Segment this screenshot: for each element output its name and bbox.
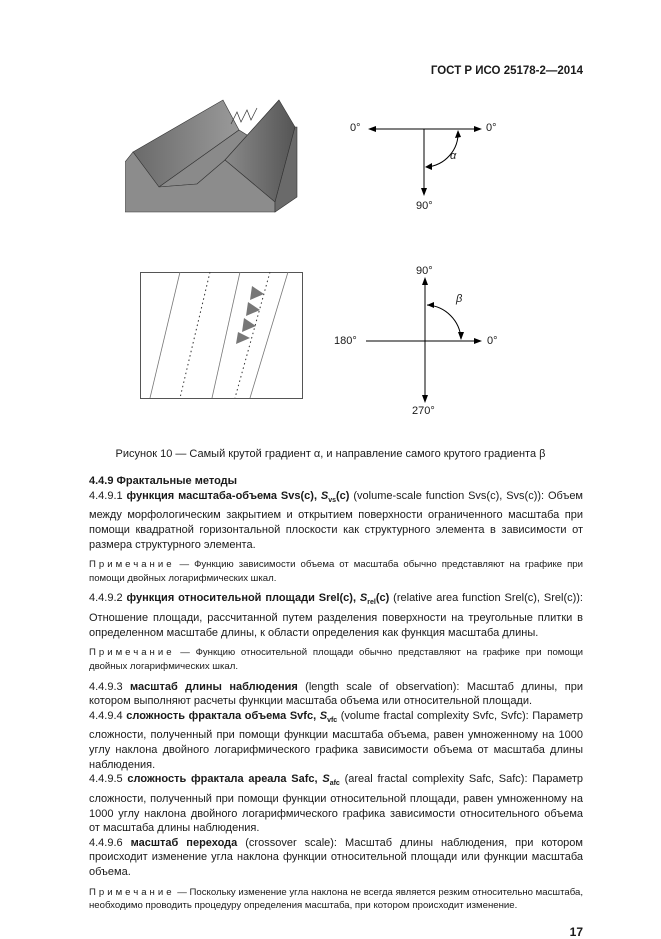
term: сложность фрактала объема Svfc, bbox=[126, 709, 320, 722]
note-text: — Функцию зависимости объема от масштаба обычно представляют на графике при помощи двойных логарифмических шкал. bbox=[89, 559, 583, 584]
term: функция масштаба-объема Svs(c), bbox=[126, 489, 321, 502]
definition-text: (volume-scale function Svs(c), Svs(c)): Объем между морфологическим закрытием и открытием поверхности ограниченного масштаба при помощи квадратной горизонтальной плоскости как структурного элемента в зависимости от размера структурного элемента. bbox=[89, 489, 583, 551]
symbol-subscript: afc bbox=[329, 780, 340, 788]
definition-text: (crossover scale): Масштаб длины наблюдения, при котором происходит изменение угла наклона функции относительной площади или функции масштаба объема. bbox=[89, 836, 583, 878]
definition-text: (areal fractal complexity Safc, Safc): Параметр сложности, полученный при помощи функции относительной площади, равен умноженному на 1000 углу наклона двойного логарифмического графика зависимости относительного объема от масштаба длины наблюдения. bbox=[89, 773, 583, 835]
section-body bbox=[75, 474, 583, 939]
definition-text: (volume fractal complexity Svfc, Svfc): Параметр сложности, полученный при помощи функции масштаба объема, равен умноженному на 1000 углу наклона двойного логарифмического графика зависимости объема от масштаба длины наблюдения. bbox=[89, 709, 583, 771]
symbol-subscript: vs bbox=[328, 496, 337, 504]
symbol: S bbox=[320, 489, 329, 502]
symbol-tail: (c) bbox=[336, 489, 350, 502]
steepest-gradient-diagram bbox=[340, 100, 520, 220]
item-number: 4.4.9.2 bbox=[89, 592, 123, 605]
definition-4-4-9-4 bbox=[75, 709, 583, 773]
label-180: 180° bbox=[334, 335, 357, 347]
item-number: 4.4.9.6 bbox=[89, 836, 123, 849]
definition-4-4-9-1 bbox=[75, 489, 583, 553]
symbol: S bbox=[359, 592, 368, 605]
definition-4-4-9-6 bbox=[75, 836, 583, 880]
symbol-subscript: vfc bbox=[327, 716, 338, 724]
term: масштаб перехода bbox=[130, 836, 238, 849]
term: функция относительной площади Srel(c), bbox=[126, 592, 360, 605]
note-label: Примечание bbox=[89, 559, 175, 571]
label-90: 90° bbox=[416, 200, 433, 212]
definition-text: (length scale of observation): Масштаб длины, при котором выполняют расчеты функции масштаба объема или относительной площади. bbox=[89, 680, 583, 708]
item-number: 4.4.9.3 bbox=[89, 680, 123, 693]
note-label: Примечание bbox=[89, 886, 175, 898]
note bbox=[75, 558, 583, 585]
symbol: S bbox=[322, 773, 330, 786]
symbol: S bbox=[319, 709, 328, 722]
definition-text: (relative area function Srel(c), Srel(c)): Отношение площади, рассчитанной путем разделения поверхности на треугольные плитки в определенном масштабе длины, к области определения как функция масштаба длины. bbox=[89, 592, 583, 639]
note bbox=[75, 646, 583, 673]
label-0-right: 0° bbox=[486, 122, 497, 134]
label-90: 90° bbox=[416, 265, 433, 277]
definition-4-4-9-3 bbox=[75, 680, 583, 709]
note-label: Примечание bbox=[89, 647, 175, 659]
label-0: 0° bbox=[487, 335, 498, 347]
contour-illustration bbox=[140, 272, 304, 400]
page-number: 17 bbox=[569, 924, 583, 939]
section-title: 4.4.9 Фрактальные методы bbox=[89, 475, 238, 487]
item-number: 4.4.9.1 bbox=[89, 489, 123, 502]
item-number: 4.4.9.5 bbox=[89, 773, 123, 786]
label-beta: β bbox=[456, 293, 463, 305]
definition-4-4-9-5 bbox=[75, 772, 583, 836]
note bbox=[75, 886, 583, 913]
document-header: ГОСТ Р ИСО 25178-2—2014 bbox=[430, 65, 583, 77]
term: масштаб длины наблюдения bbox=[130, 680, 298, 693]
symbol-subscript: rel bbox=[367, 599, 376, 607]
symbol-tail: (c) bbox=[375, 592, 390, 605]
label-270: 270° bbox=[412, 405, 435, 417]
surface-3d-illustration bbox=[125, 92, 300, 217]
label-alpha: α bbox=[450, 150, 457, 162]
figure-caption: Рисунок 10 — Самый крутой градиент α, и направление самого крутого градиента β bbox=[115, 448, 546, 460]
gradient-direction-diagram bbox=[330, 265, 520, 421]
label-0-left: 0° bbox=[350, 122, 361, 134]
note-text: — Поскольку изменение угла наклона не всегда является резким относительно масштаба, необходимо проводить процедуру определения масштаба, при котором происходит изменение. bbox=[89, 886, 583, 912]
definition-4-4-9-2 bbox=[75, 591, 583, 640]
term: сложность фрактала ареала Safc, bbox=[127, 773, 323, 786]
item-number: 4.4.9.4 bbox=[89, 709, 123, 722]
note-text: — Функцию относительной площади обычно представляют на графике при помощи двойных логарифмических шкал. bbox=[89, 647, 583, 672]
